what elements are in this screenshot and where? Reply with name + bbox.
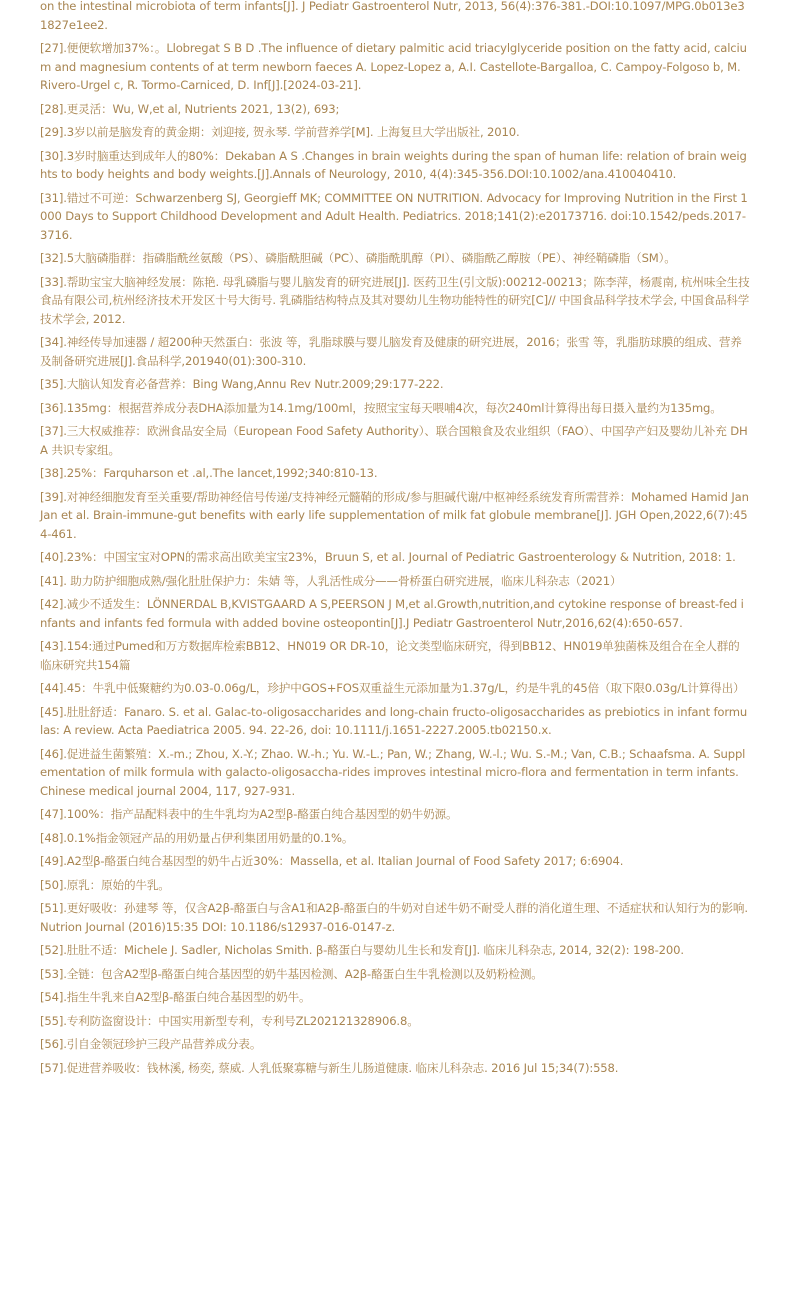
reference-item: [40].23%：中国宝宝对OPN的需求高出欧美宝宝23%，Bruun S, et al. Journal of Pediatric Gastroenterology & Nutrition, 2018: 1. bbox=[40, 550, 736, 564]
reference-item: [47].100%：指产品配料表中的生牛乳均为A2型β-酪蛋白纯合基因型的奶牛奶源。 bbox=[40, 807, 458, 821]
reference-item: [56].引自金领冠珍护三段产品营养成分表。 bbox=[40, 1037, 262, 1051]
reference-item: [48].0.1%指金领冠产品的用奶量占伊利集团用奶量的0.1%。 bbox=[40, 830, 354, 845]
reference-item: [29].3岁以前是脑发育的黄金期：刘迎接, 贺永琴. 学前营养学[M]. 上海复旦大学出版社, 2010. bbox=[40, 125, 520, 139]
reference-item: [53].全链：包含A2型β-酪蛋白纯合基因型的奶牛基因检测、A2β-酪蛋白生牛乳检测以及奶粉检测。 bbox=[40, 966, 543, 981]
reference-item: [44].45：牛乳中低聚糖约为0.03-0.06g/L，珍护中GOS+FOS双重益生元添加量为1.37g/L，约是牛乳的45倍（取下限0.03g/L计算得出） bbox=[40, 681, 745, 695]
reference-item: [50].原乳：原始的牛乳。 bbox=[40, 877, 170, 892]
reference-item: [55].专利防盗窗设计：中国实用新型专利，专利号ZL202121328906.8。 bbox=[40, 1013, 419, 1028]
reference-item: [49].A2型β-酪蛋白纯合基因型的奶牛占近30%：Massella, et al. Italian Journal of Food Safety 2017; 6:6904. bbox=[40, 854, 624, 868]
reference-item: [45].肚肚舒适：Fanaro. S. et al. Galac-to-oligosaccharides and long-chain fructo-oligosaccharides as prebiotics in infant formulas: A review. Acta Paediatrica 2005. 94. 22-26, doi: 10.1111/j.1651-2227.2005.tb02150.x. bbox=[40, 704, 748, 737]
reference-item: [41]. 助力防护细胞成熟/强化肚肚保护力：朱婧 等，人乳活性成分——骨桥蛋白研究进展，临床儿科杂志（2021） bbox=[40, 573, 622, 588]
reference-item: [52].肚肚不适：Michele J. Sadler, Nicholas Smith. β-酪蛋白与婴幼儿生长和发育[J]. 临床儿科杂志, 2014, 32(2): 198-200. bbox=[40, 943, 684, 957]
reference-item: [46].促进益生菌繁殖：X.-m.; Zhou, X.-Y.; Zhao. W.-h.; Yu. W.-L.; Pan, W.; Zhang, W.-l.; Wu. S.-M.; Van, C.B.; Schaafsma. A. Supplementation of milk formula with galacto-oligosaccha-rides improves intestinal micro-flora and fermentation in term infants. Chinese medical journal 2004, 117, 927-931. bbox=[40, 746, 746, 798]
reference-item: [43].154:通过Pumed和万方数据库检索BB12、HN019 OR DR-10，论文类型临床研究，得到BB12、HN019单独菌株及组合在全人群的临床研究共154篇 bbox=[40, 639, 740, 672]
reference-item: [42].减少不适发生：LÖNNERDAL B,KVISTGAARD A S,PEERSON J M,et al.Growth,nutrition,and cytokine response of breast-fed infants and infants fed formula with added bovine osteopontin[J].J Pediatr Gastroenterol Nutr,2016,62(4):650-657. bbox=[40, 597, 744, 630]
reference-item: [35].大脑认知发育必备营养：Bing Wang,Annu Rev Nutr.2009;29:177-222. bbox=[40, 377, 444, 391]
reference-item: [37].三大权威推荐：欧洲食品安全局（European Food Safety Authority）、联合国粮食及农业组织（FAO）、中国孕产妇及婴幼儿补充 DHA 共识专家组。 bbox=[40, 424, 748, 457]
reference-item: [38].25%：Farquharson et .al,.The lancet,1992;340:810-13. bbox=[40, 466, 378, 480]
reference-item: [28].更灵活：Wu, W,et al, Nutrients 2021, 13(2), 693; bbox=[40, 101, 340, 116]
reference-item: [34].神经传导加速器 / 超200种天然蛋白：张波 等，乳脂球膜与婴儿脑发育及健康的研究进展，2016；张雪 等，乳脂肪球膜的组成、营养及制备研究进展[J].食品科学,201940(01):300-310. bbox=[40, 335, 742, 368]
reference-item: [31].错过不可逆：Schwarzenberg SJ, Georgieff MK; COMMITTEE ON NUTRITION. Advocacy for Improving Nutrition in the First 1000 Days to Support Childhood Development and Adult Health. Pediatrics. 2018;141(2):e20173716. doi:10.1542/peds.2017-3716. bbox=[40, 190, 748, 242]
reference-item: [36].135mg：根据营养成分表DHA添加量为14.1mg/100ml，按照宝宝每天喂哺4次，每次240ml计算得出每日摄入量约为135mg。 bbox=[40, 400, 722, 415]
reference-item: [33].帮助宝宝大脑神经发展：陈艳. 母乳磷脂与婴儿脑发育的研究进展[J]. 医药卫生(引文版):00212-00213；陈李萍，杨震南, 杭州味全生技食品有限公司,杭州经济技术开发区十号大街号. 乳磷脂结构特点及其对婴幼儿生物功能特性的研究[C]// 中国食品科学技术学会, 中国食品科学技术学会, 2012. bbox=[40, 274, 750, 326]
reference-item: [54].指生牛乳来自A2型β-酪蛋白纯合基因型的奶牛。 bbox=[40, 990, 311, 1004]
reference-item: [39].对神经细胞发育至关重要/帮助神经信号传递/支持神经元髓鞘的形成/参与胆碱代谢/中枢神经系统发育所需营养：Mohamed Hamid Jan Jan et al. Brain-immune-gut benefits with early life supplementation of milk fat globule membrane[J]. JGH Open,2022,6(7):454-461. bbox=[40, 489, 749, 541]
reference-item: [27].便便软增加37%：。Llobregat S B D .The influence of dietary palmitic acid triacylglyceride position on the fatty acid, calcium and magnesium contents of at term newborn faeces A. Lopez-Lopez a, A.I. Castellote-Bargalloa, C. Campoy-Folgoso b, M. Rivero-Urgel c, R. Tormo-Carniced, D. Inf[J].[2024-03-21]. bbox=[40, 41, 747, 92]
reference-item: [30].3岁时脑重达到成年人的80%：Dekaban A S .Changes in brain weights during the span of human life: relation of brain weights to body heights and body weights.[J].Annals of Neurology, 2010, 4(4):345-356.DOI:10.1002/ana.410040410. bbox=[40, 148, 747, 181]
reference-item: on the intestinal microbiota of term infants[J]. J Pediatr Gastroenterol Nutr, 2013, 56(4):376-381.-DOI:10.1097/MPG.0b013e31827e1ee2. bbox=[40, 0, 745, 32]
reference-item: [51].更好吸收：孙建琴 等，仅含A2β-酪蛋白与含A1和A2β-酪蛋白的牛奶对自述牛奶不耐受人群的消化道生理、不适症状和认知行为的影响. Nutrion Journal (2016)15:35 DOI: 10.1186/s12937-016-0147-z. bbox=[40, 901, 748, 934]
reference-item: [57].促进营养吸收：钱林溪, 杨奕, 蔡威. 人乳低聚寡糖与新生儿肠道健康. 临床儿科杂志. 2016 Jul 15;34(7):558. bbox=[40, 1060, 619, 1075]
reference-item: [32].5大脑磷脂群：指磷脂酰丝氨酸（PS）、磷脂酰胆碱（PC）、磷脂酰肌醇（PI）、磷脂酰乙醇胺（PE）、神经鞘磷脂（SM）。 bbox=[40, 251, 676, 265]
reference-list bbox=[40, 0, 750, 1082]
